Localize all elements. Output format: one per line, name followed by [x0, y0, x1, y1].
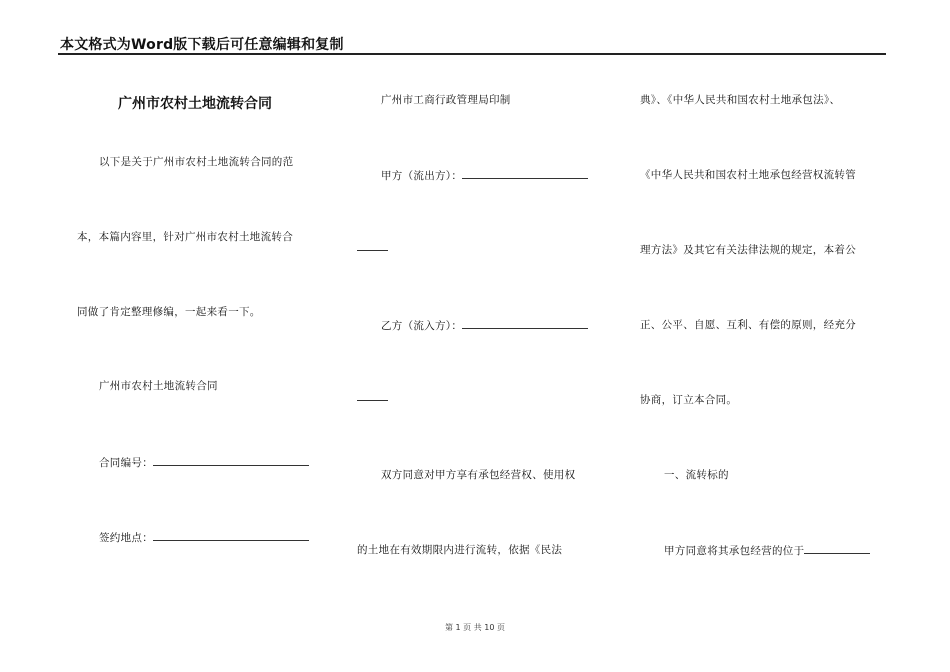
law-line-4: 正、公平、自愿、互利、有偿的原则，经充分 [640, 319, 856, 331]
document-title: 广州市农村土地流转合同 [118, 96, 272, 112]
law-line-1: 典》、《中华人民共和国农村土地承包法》、 [640, 94, 841, 106]
party-a-field[interactable] [462, 168, 588, 179]
printed-by: 广州市工商行政管理局印制 [381, 94, 511, 106]
signing-place-field[interactable] [153, 530, 309, 541]
transfer-location-field[interactable] [804, 543, 870, 554]
party-b-label: 乙方（流入方）： [381, 320, 463, 332]
header-divider [58, 53, 886, 55]
intro-line-3: 同做了肯定整理修编，一起来看一下。 [77, 306, 261, 318]
intro-line-2: 本，本篇内容里，针对广州市农村土地流转合 [77, 231, 293, 243]
section-heading-1: 一、流转标的 [664, 469, 729, 481]
signing-place-row [99, 530, 309, 545]
transfer-location-text: 甲方同意将其承包经营的位于 [664, 545, 805, 557]
transfer-location-row [664, 543, 870, 558]
document-header-title: 本文格式为Word版下载后可任意编辑和复制 [60, 37, 344, 53]
contract-subtitle: 广州市农村土地流转合同 [99, 380, 218, 392]
signing-place-label: 签约地点： [99, 532, 153, 544]
party-b-field[interactable] [462, 318, 588, 329]
contract-number-field[interactable] [153, 455, 309, 466]
law-line-5: 协商，订立本合同。 [640, 394, 738, 406]
party-a-field-continuation[interactable] [357, 250, 388, 251]
page-footer: 第 1 页 共 10 页 [445, 623, 505, 632]
agreement-line-2: 的土地在有效期限内进行流转，依据《民法 [357, 544, 563, 556]
party-b-row [381, 318, 588, 333]
law-line-3: 理方法》及其它有关法律法规的规定，本着公 [640, 244, 856, 256]
party-a-label: 甲方（流出方）： [381, 170, 463, 182]
contract-number-row [99, 455, 309, 470]
party-a-row [381, 168, 588, 183]
law-line-2: 《中华人民共和国农村土地承包经营权流转管 [640, 169, 856, 181]
contract-number-label: 合同编号： [99, 457, 153, 469]
agreement-line-1: 双方同意对甲方享有承包经营权、使用权 [381, 469, 576, 481]
intro-line-1: 以下是关于广州市农村土地流转合同的范 [99, 156, 294, 168]
party-b-field-continuation[interactable] [357, 400, 388, 401]
